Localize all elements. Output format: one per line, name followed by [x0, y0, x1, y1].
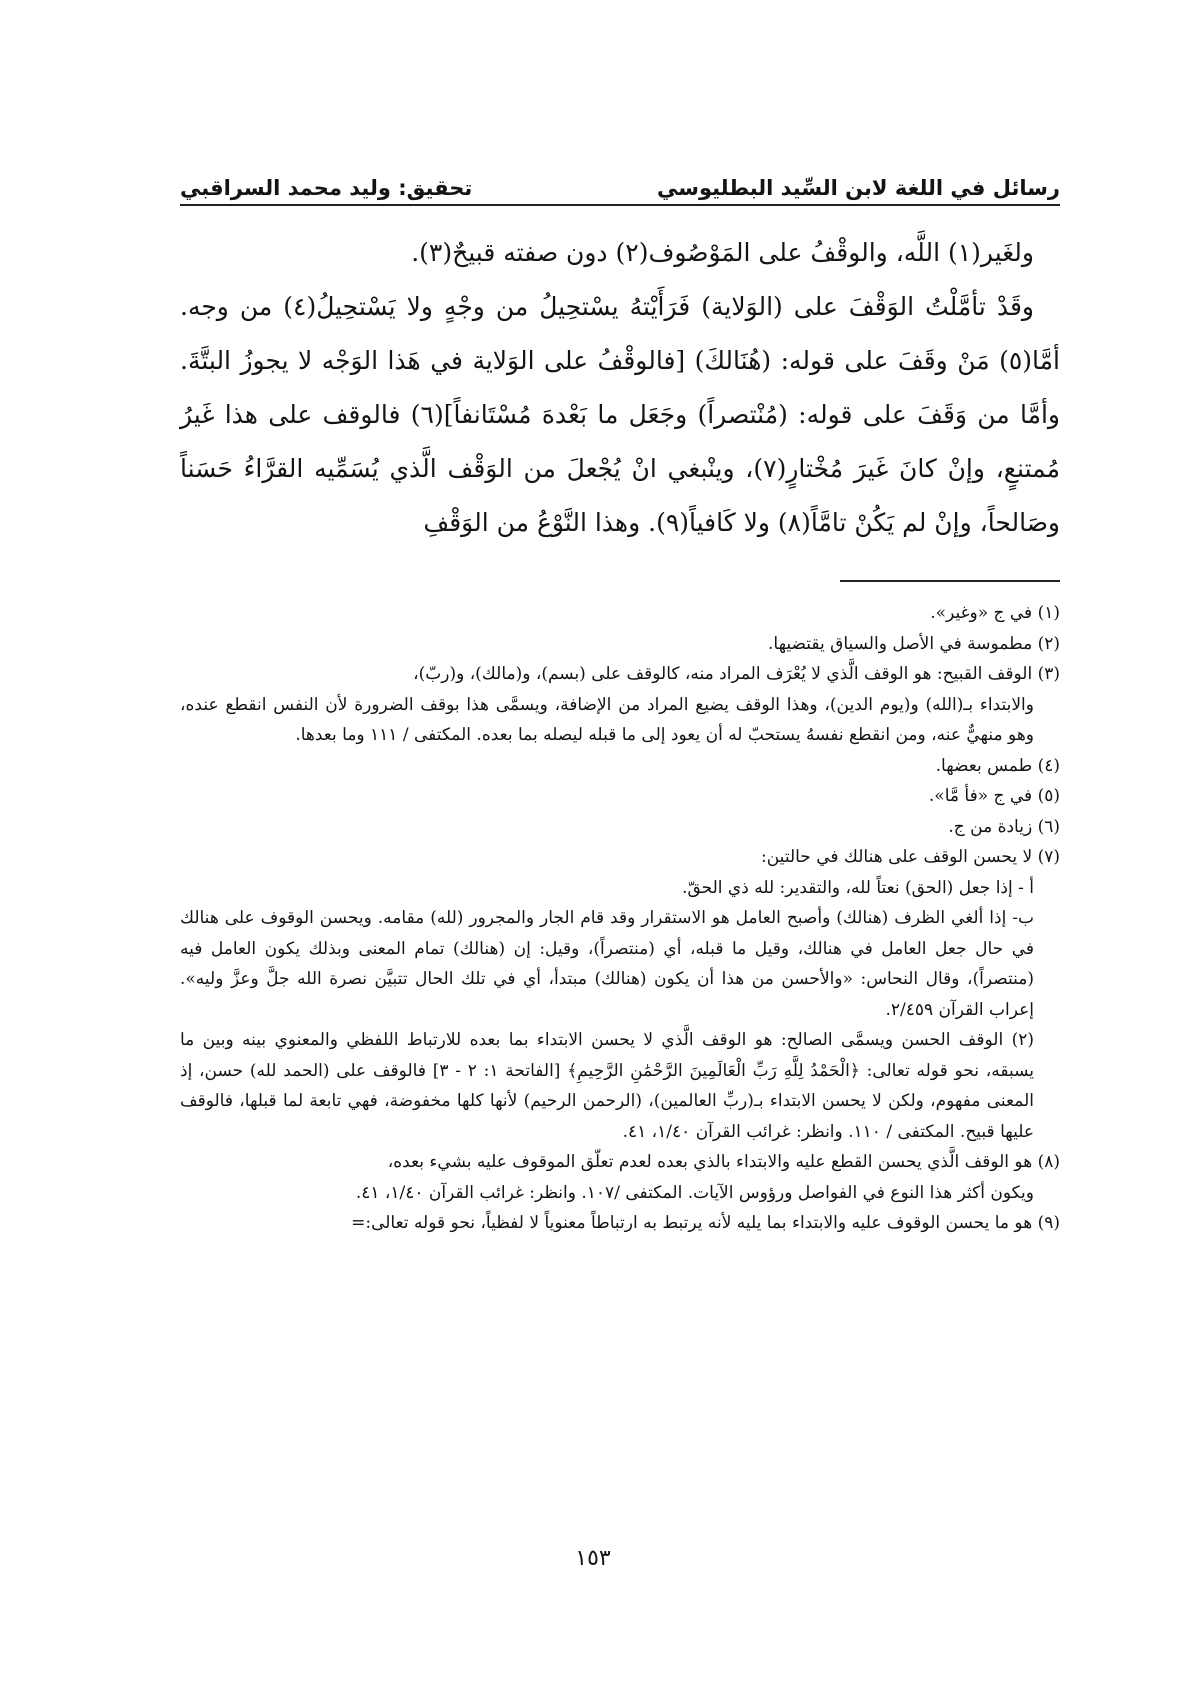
footnote-7: (٧) لا يحسن الوقف على هنالك في حالتين:: [761, 847, 1060, 867]
footnote-8-continuation: ويكون أكثر هذا النوع في الفواصل ورؤوس الآيات. المكتفى /١٠٧. وانظر: غرائب القرآن ١/٤٠، ٤١.: [355, 1182, 1034, 1203]
footnote-6: (٦) زيادة من ج.: [948, 816, 1060, 837]
running-header: [180, 160, 1060, 200]
editor-credit: تحقيق: وليد محمد السراقبي: [180, 176, 473, 200]
footnote-2: (٢) مطموسة في الأصل والسياق يقتضيها.: [767, 633, 1060, 654]
footnote-7-case-b: ب- إذا ألغي الظرف (هنالك) وأصبح العامل هو الاستقرار وقد قام الجار والمجرور (لله) مقامه. ويحسن الوقوف على هنالك في حال جعل العامل في هنالك، وقيل ما قبله، أي (منتصراً)، وقيل: إن (هنالك) تمام المعنى وبذلك يكون العامل فيه (منتصراً)، وقال النحاس: «والأحسن من هذا أن يكون (هنالك) مبتدأ، أي في تلك الحال تتبيَّن نصرة الله جلَّ وعزَّ وليه». إعراب القرآن ٢/٤٥٩.: [180, 908, 1034, 1020]
main-paragraph-2: وقَدْ تأمَّلْتُ الوَقْفَ على (الوَلاية) فَرَأَيْتهُ يسْتحِيلُ من وجْهٍ ولا يَسْتحِيلُ(٤) من وجه. أمَّا(٥) مَنْ وقَفَ على قوله: (هُنَالكَ) [فالوقْفُ على الوَلاية في هَذا الوَجْه لا يجوزُ البتَّةَ. وأمَّا من وَقَفَ على قوله: (مُنْتصراً) وجَعَل ما بَعْدهَ مُسْتَانفاً](٦) فالوقف على هذا غَيرُ مُمتنعٍ، وإنْ كانَ غَيرَ مُخْتارٍ(٧)، وينْبغي انْ يُجْعلَ من الوَقْف الَّذي يُسَمِّيه القرَّاءُ حَسَناً وصَالحاً، وإنْ لم يَكُنْ تامَّاً(٨) ولا كَافياً(٩). وهذا النَّوْعُ من الوَقْفِ: [180, 292, 1060, 537]
footnote-9: (٩) هو ما يحسن الوقوف عليه والابتداء بما يليه لأنه يرتبط به ارتباطاً معنوياً لا لفظياً، نحو قوله تعالى:=: [351, 1213, 1060, 1233]
footnote-7-case-a: أ - إذا جعل (الحق) نعتاً لله، والتقدير: لله ذي الحقّ.: [682, 877, 1034, 898]
header-rule: [180, 204, 1060, 206]
footnote-8: (٨) هو الوقف الَّذي يحسن القطع عليه والابتداء بالذي بعده لعدم تعلّق الموقوف عليه بشيء بعده،: [387, 1152, 1060, 1172]
page-number: ١٥٣: [575, 1546, 611, 1571]
main-paragraph-1: ولغَير(١) اللَّه، والوقْفُ على المَوْصُوف(٢) دون صفته قبيحٌ(٣).: [411, 238, 1034, 267]
footnote-4: (٤) طمس بعضها.: [935, 755, 1060, 776]
main-text: [180, 226, 1060, 550]
footnote-3-continuation: والابتداء بـ(الله) و(يوم الدين)، وهذا الوقف يضيع المراد من الإضافة، ويسمَّى هذا بوقف الضرورة لأن النفس انقطع عنده، وهو منهيٌّ عنه، ومن انقطع نفسهُ يستحبّ له أن يعود إلى ما قبله ليصله بما بعده. المكتفى / ١١١ وما بعدها.: [180, 694, 1034, 745]
footnote-separator: [840, 580, 1060, 582]
footnote-3: (٣) الوقف القبيح: هو الوقف الَّذي لا يُعْرَف المراد منه، كالوقف على (بسم)، و(مالك)، و(ربّ)،: [413, 664, 1060, 684]
footnotes: [180, 598, 1060, 1239]
footnote-5: (٥) في ج «فأ مَّا».: [928, 786, 1060, 806]
footnote-1: (١) في ج «وغير».: [930, 603, 1060, 623]
footnote-7-good-stop: (٢) الوقف الحسن ويسمَّى الصالح: هو الوقف الَّذي لا يحسن الابتداء بما بعده للارتباط اللفظي والمعنوي بينه وبين ما يسبقه، نحو قوله تعالى: ﴿الْحَمْدُ لِلَّهِ رَبِّ الْعَالَمِينَ الرَّحْمَٰنِ الرَّحِيمِ﴾ [الفاتحة ١: ٢ - ٣] فالوقف على (الحمد لله) حسن، إذ المعنى مفهوم، ولكن لا يحسن الابتداء بـ(ربِّ العالمين)، (الرحمن الرحيم) لأنها كلها مخفوضة، فهي تابعة لما قبلها، فالوقف عليها قبيح. المكتفى / ١١٠. وانظر: غرائب القرآن ١/٤٠، ٤١.: [180, 1030, 1034, 1142]
book-title: رسائل في اللغة لابن السِّيد البطليوسي: [657, 176, 1060, 200]
